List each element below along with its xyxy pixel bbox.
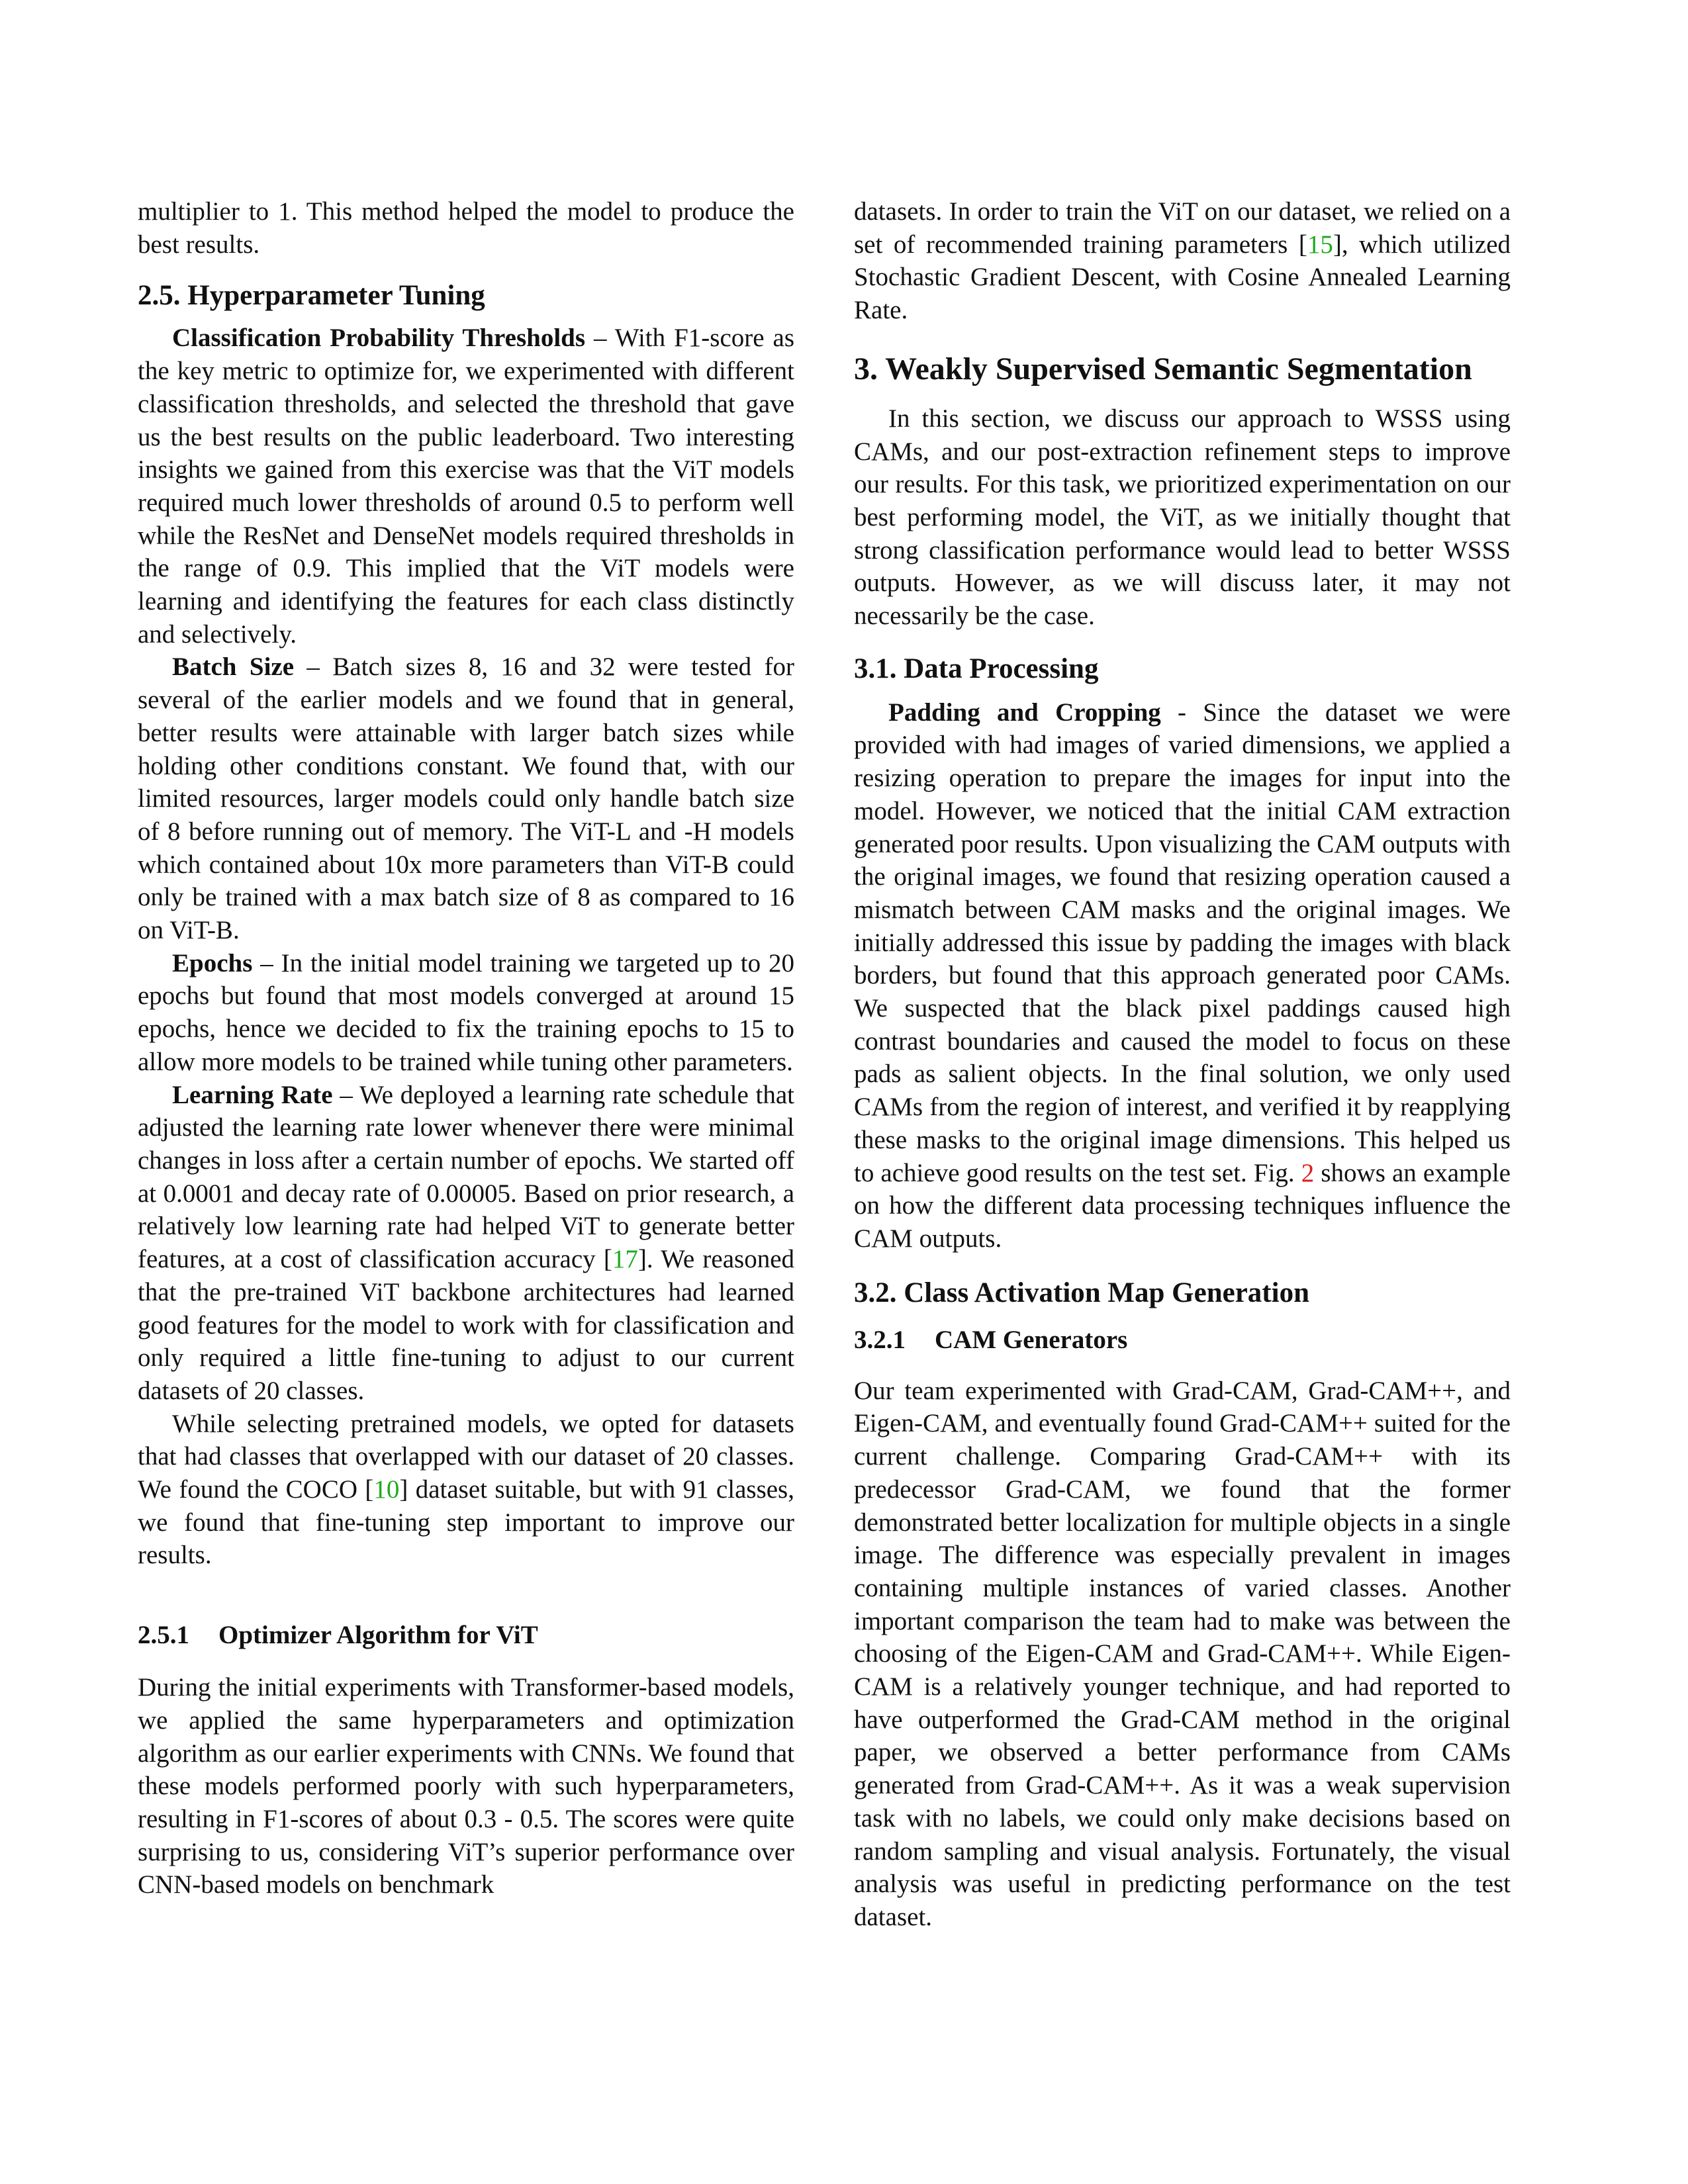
section-heading-2-5: 2.5. Hyperparameter Tuning — [138, 280, 485, 312]
run-in-heading-epochs: Epochs — [172, 948, 253, 978]
paragraph-optimizer: During the initial experiments with Transformer-based models, we applied the same hyperparameters and optimization algorithm as our earlier experiments with CNNs. We found that these models performed poorly with such hyperparameters, resulting in F1-scores of about 0.3 - 0.5. The scores were quite surprising to us, considering ViT’s superior performance over CNN-based models on benchmark — [138, 1673, 794, 1899]
citation-link[interactable]: 17 — [612, 1245, 638, 1274]
left-column — [138, 195, 794, 1901]
run-in-heading-thresholds: Classification Probability Thresholds — [172, 324, 586, 353]
subsection-title: Optimizer Algorithm for ViT — [218, 1621, 538, 1650]
figure-reference-link[interactable]: 2 — [1301, 1158, 1315, 1187]
paragraph-cam-generators: Our team experimented with Grad-CAM, Grad-CAM++, and Eigen-CAM, and eventually found Grad-CAM++ suited for the current challenge. Comparing Grad-CAM++ with its predecessor Grad-CAM, we found that the former demonstrated better localization for multiple objects in a single image. The difference was especially prevalent in images containing multiple instances of varied classes. Another important comparison the team had to make was between the choosing of the Eigen-CAM and Grad-CAM++. While Eigen-CAM is a relatively younger technique, and had reported to have outperformed the Grad-CAM method in the original paper, we observed a better performance from CAMs generated from Grad-CAM++. As it was a weak supervision task with no labels, we could only make decisions based on random sampling and visual analysis. Fortunately, the visual analysis was useful in predicting performance on the test dataset. — [854, 1376, 1511, 1931]
learning-rate-text-b: ]. We reasoned that the pre-trained ViT backbone architectures had learned good features for the model to work with for classification and only required a little fine-tuning to adjust to our current datasets of 20 classes. — [138, 1245, 795, 1405]
paragraph-thresholds — [138, 322, 794, 651]
subsection-number: 2.5.1 — [138, 1621, 189, 1650]
paragraph-pretrained — [138, 1408, 794, 1572]
thresholds-text: – With F1-score as the key metric to optimize for, we experimented with different classification thresholds, and selected the threshold that gave us the best results on the public leaderboard. Two interesting insights we gained from this exercise was that the ViT models required much lower thresholds of around 0.5 to perform well while the ResNet and DenseNet models required thresholds in the range of 0.9. This implied that the ViT models were learning and identifying the features for each class distinctly and selectively. — [138, 324, 794, 649]
epochs-text: – In the initial model training we targeted up to 20 epochs but found that most models converged at around 15 epochs, hence we decided to fix the training epochs to 15 to allow more models to be trained while tuning other parameters. — [138, 948, 794, 1076]
paragraph-continued — [854, 195, 1511, 327]
continued-text-a: datasets. In order to train the ViT on our dataset, we relied on a set of recommended training parameters [ — [854, 197, 1511, 259]
paragraph-intro: multiplier to 1. This method helped the model to produce the best results. — [138, 197, 794, 259]
run-in-heading-padding-cropping: Padding and Cropping — [888, 698, 1161, 727]
batch-size-text: – Batch sizes 8, 16 and 32 were tested for several of the earlier models and we found that in general, better results were attainable with larger batch sizes while holding other conditions constant. We found that, with our limited resources, larger models could only handle batch size of 8 before running out of memory. The ViT-L and -H models which contained about 10x more parameters than ViT-B could only be trained with a max batch size of 8 as compared to 16 on ViT-B. — [138, 653, 794, 945]
section-heading-3: 3. Weakly Supervised Semantic Segmentation — [854, 351, 1472, 387]
citation-link[interactable]: 10 — [373, 1475, 400, 1504]
right-column — [854, 195, 1511, 1934]
subsection-number: 3.2.1 — [854, 1325, 906, 1354]
subsection-title: CAM Generators — [935, 1325, 1128, 1354]
learning-rate-text-a: – We deployed a learning rate schedule that adjusted the learning rate lower whenever there were minimal changes in loss after a certain number of epochs. We started off at 0.0001 and decay rate of 0.00005. Based on prior research, a relatively low learning rate had helped ViT to generate better features, at a cost of classification accuracy [ — [138, 1080, 795, 1274]
paragraph-learning-rate — [138, 1079, 794, 1408]
paragraph-padding-cropping — [854, 696, 1511, 1255]
pretrained-text-b: ] dataset suitable, but with 91 classes, we found that fine-tuning step important to improve our results. — [138, 1475, 794, 1570]
citation-link[interactable]: 15 — [1307, 230, 1333, 259]
paragraph-batch-size — [138, 651, 794, 946]
padding-text-a: - Since the dataset we were provided with had images of varied dimensions, we applied a resizing operation to prepare the images for input into the model. However, we noticed that the initial CAM extraction generated poor results. Upon visualizing the CAM outputs with the original images, we found that resizing operation caused a mismatch between CAM masks and the original images. We initially addressed this issue by padding the images with black borders, but found that this approach generated poor CAMs. We suspected that the black pixel paddings caused high contrast boundaries and caused the model to focus on these pads as salient objects. In the final solution, we only used CAMs from the region of interest, and verified it by reapplying these masks to the original image dimensions. This helped us to achieve good results on the test set. Fig. — [854, 698, 1511, 1187]
paragraph-epochs — [138, 947, 794, 1079]
section-heading-3-2: 3.2. Class Activation Map Generation — [854, 1277, 1309, 1308]
continued-text-b: ], which utilized Stochastic Gradient Descent, with Cosine Annealed Learning Rate. — [854, 230, 1511, 325]
subsection-heading-2-5-1 — [138, 1619, 794, 1651]
subsection-heading-3-2-1 — [854, 1324, 1511, 1356]
pretrained-text-a: While selecting pretrained models, we opted for datasets that had classes that overlapped with our dataset of 20 classes. We found the COCO [ — [138, 1409, 794, 1504]
run-in-heading-learning-rate: Learning Rate — [172, 1080, 333, 1109]
section-heading-3-1: 3.1. Data Processing — [854, 653, 1099, 684]
padding-text-b: shows an example on how the different data processing techniques influence the CAM outputs. — [854, 1158, 1511, 1253]
run-in-heading-batch-size: Batch Size — [172, 653, 295, 682]
paragraph-wsss-intro: In this section, we discuss our approach to WSSS using CAMs, and our post-extraction refinement steps to improve our results. For this task, we prioritized experimentation on our best performing model, the ViT, as we initially thought that strong classification performance would lead to better WSSS outputs. However, as we will discuss later, it may not necessarily be the case. — [854, 404, 1511, 631]
